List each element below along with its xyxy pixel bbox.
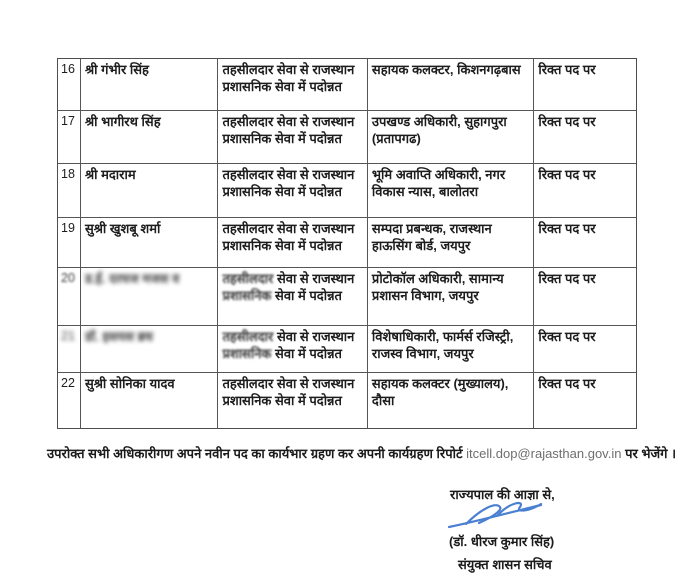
new-posting-text: सहायक कलक्टर (मुख्यालय), दौसा — [371, 376, 509, 409]
by-order-of-governor-line: राज्यपाल की आज्ञा से, — [450, 487, 555, 502]
cell-serial-number — [58, 111, 81, 163]
cell-serial-number — [58, 218, 81, 267]
promotion-mode-text-blurred: तहसीलदार — [222, 329, 274, 344]
cell-vacancy-status — [534, 59, 636, 110]
promotion-mode-text: तहसीलदार सेवा से राजस्थान — [222, 114, 355, 129]
report-email-address: itcell.dop@rajasthan.gov.in — [466, 446, 622, 461]
cell-vacancy-status — [534, 326, 636, 372]
table-row — [58, 326, 636, 373]
table-row — [58, 111, 636, 164]
signature-ink — [446, 499, 546, 531]
officer-name-text: श्री गंभीर सिंह — [84, 62, 149, 77]
cell-new-posting — [368, 218, 534, 267]
promotion-mode-text: सेवा से राजस्थान — [273, 271, 355, 286]
promotion-mode-text: प्रशासनिक सेवा में पदोन्नत — [222, 393, 342, 409]
cell-promotion-mode — [218, 326, 367, 372]
cell-promotion-mode — [218, 164, 367, 217]
cell-vacancy-status — [534, 218, 636, 267]
cell-promotion-mode — [218, 373, 367, 428]
vacancy-status-text: रिक्त पद पर — [538, 62, 596, 77]
cell-promotion-mode — [218, 59, 367, 110]
serial-number-text: 16 — [61, 62, 75, 76]
note-paragraph — [47, 444, 676, 462]
cell-vacancy-status — [534, 268, 636, 325]
promotion-mode-line — [222, 345, 362, 362]
vacancy-status-text: रिक्त पद पर — [538, 329, 596, 344]
promotion-mode-line — [222, 61, 362, 78]
promotion-mode-line — [222, 130, 362, 147]
officer-name-text: सुश्री सोनिका यादव — [84, 376, 175, 391]
cell-new-posting — [368, 59, 534, 110]
cell-officer-name — [81, 218, 219, 267]
cell-new-posting — [368, 326, 534, 372]
cell-serial-number — [58, 268, 81, 325]
table-row — [58, 373, 636, 428]
cell-officer-name — [81, 59, 219, 110]
cell-new-posting — [368, 111, 534, 163]
cell-vacancy-status — [534, 373, 636, 428]
promotion-mode-text: प्रशासनिक सेवा में पदोन्नत — [222, 184, 342, 200]
cell-officer-name — [81, 373, 219, 428]
cell-officer-name — [81, 164, 219, 217]
promotion-mode-text-blurred: प्रशासनिक — [222, 288, 272, 304]
vacancy-status-text: रिक्त पद पर — [538, 376, 596, 391]
promotion-mode-text: प्रशासनिक सेवा में पदोन्नत — [222, 238, 342, 254]
officer-name-text-blurred: डॉ. इसयस ब्रध — [84, 329, 154, 344]
table-row — [58, 164, 636, 218]
new-posting-text: भूमि अवाप्ति अधिकारी, नगर विकास न्यास, बालोतरा — [371, 167, 506, 200]
promotion-mode-text: प्रशासनिक सेवा में पदोन्नत — [222, 79, 342, 95]
cell-serial-number — [58, 373, 81, 428]
vacancy-status-text: रिक्त पद पर — [538, 167, 596, 182]
promotion-mode-line — [222, 270, 362, 287]
new-posting-text: प्रोटोकॉल अधिकारी, सामान्य प्रशासन विभाग, जयपुर — [371, 271, 504, 304]
promotion-mode-line — [222, 237, 362, 254]
vacancy-status-text: रिक्त पद पर — [538, 271, 596, 286]
note-text-suffix: पर भेजेंगे । — [621, 446, 677, 461]
table-row — [58, 218, 636, 268]
promotion-mode-text: सेवा से राजस्थान — [273, 329, 355, 344]
cell-promotion-mode — [218, 218, 367, 267]
vacancy-status-text: रिक्त पद पर — [538, 114, 596, 129]
cell-officer-name — [81, 111, 219, 163]
new-posting-text: सम्पदा प्रबन्धक, राजस्थान हाऊसिंग बोर्ड, जयपुर — [371, 221, 492, 254]
promotion-mode-line — [222, 183, 362, 200]
promotion-mode-line — [222, 113, 362, 130]
cell-new-posting — [368, 164, 534, 217]
cell-vacancy-status — [534, 164, 636, 217]
promotion-mode-text-blurred: तहसीलदार — [222, 271, 274, 286]
signatory-designation: संयुक्त शासन सचिव — [458, 557, 552, 572]
cell-new-posting — [368, 268, 534, 325]
promotion-mode-line — [222, 287, 362, 304]
note-text-prefix: उपरोक्त सभी अधिकारीगण अपने नवीन पद का कार्यभार ग्रहण कर अपनी कार्यग्रहण रिपोर्ट — [47, 446, 467, 461]
cell-officer-name — [81, 268, 219, 325]
new-posting-text: सहायक कलक्टर, किशनगढ़बास — [371, 62, 521, 77]
promotion-mode-text: सेवा में पदोन्नत — [271, 288, 342, 304]
promotion-mode-line — [222, 392, 362, 409]
cell-serial-number — [58, 164, 81, 217]
signature-strokes — [449, 503, 541, 527]
promotion-mode-text-blurred: प्रशासनिक — [222, 346, 272, 362]
serial-number-text: 18 — [61, 167, 75, 181]
serial-number-text-blurred: 21 — [61, 329, 75, 343]
cell-serial-number — [58, 326, 81, 372]
promotion-mode-line — [222, 78, 362, 95]
cell-new-posting — [368, 373, 534, 428]
promotion-mode-text: तहसीलदार सेवा से राजस्थान — [222, 221, 355, 236]
new-posting-text: विशेषाधिकारी, फार्मर्स रजिस्ट्री, राजस्व विभाग, जयपुर — [371, 329, 514, 362]
vacancy-status-text: रिक्त पद पर — [538, 221, 596, 236]
serial-number-text: 17 — [61, 114, 75, 128]
cell-officer-name — [81, 326, 219, 372]
serial-number-text: 22 — [61, 376, 75, 390]
officer-name-text: सुश्री खुशबू शर्मा — [84, 221, 161, 236]
serial-number-text-blurred: 20 — [61, 271, 75, 285]
promotion-mode-text: तहसीलदार सेवा से राजस्थान — [222, 376, 355, 391]
cell-vacancy-status — [534, 111, 636, 163]
promotion-mode-line — [222, 220, 362, 237]
table-row — [58, 59, 636, 111]
officer-name-text: श्री भागीरथ सिंह — [84, 114, 161, 129]
signatory-name: (डॉ. धीरज कुमार सिंह) — [449, 534, 555, 549]
cell-promotion-mode — [218, 268, 367, 325]
officers-table — [57, 58, 637, 429]
promotion-mode-line — [222, 375, 362, 392]
promotion-mode-text: सेवा में पदोन्नत — [271, 346, 342, 362]
promotion-mode-line — [222, 328, 362, 345]
new-posting-text: उपखण्ड अधिकारी, सुहागपुरा (प्रतापगढ) — [371, 114, 507, 147]
table-row — [58, 268, 636, 326]
officer-name-text: श्री मदाराम — [84, 167, 136, 182]
cell-serial-number — [58, 59, 81, 110]
promotion-mode-line — [222, 166, 362, 183]
officer-name-text-blurred: ड.ई. दरघज मजस व — [84, 271, 180, 286]
promotion-mode-text: प्रशासनिक सेवा में पदोन्नत — [222, 131, 342, 147]
promotion-mode-text: तहसीलदार सेवा से राजस्थान — [222, 62, 355, 77]
promotion-mode-text: तहसीलदार सेवा से राजस्थान — [222, 167, 355, 182]
cell-promotion-mode — [218, 111, 367, 163]
serial-number-text: 19 — [61, 221, 75, 235]
